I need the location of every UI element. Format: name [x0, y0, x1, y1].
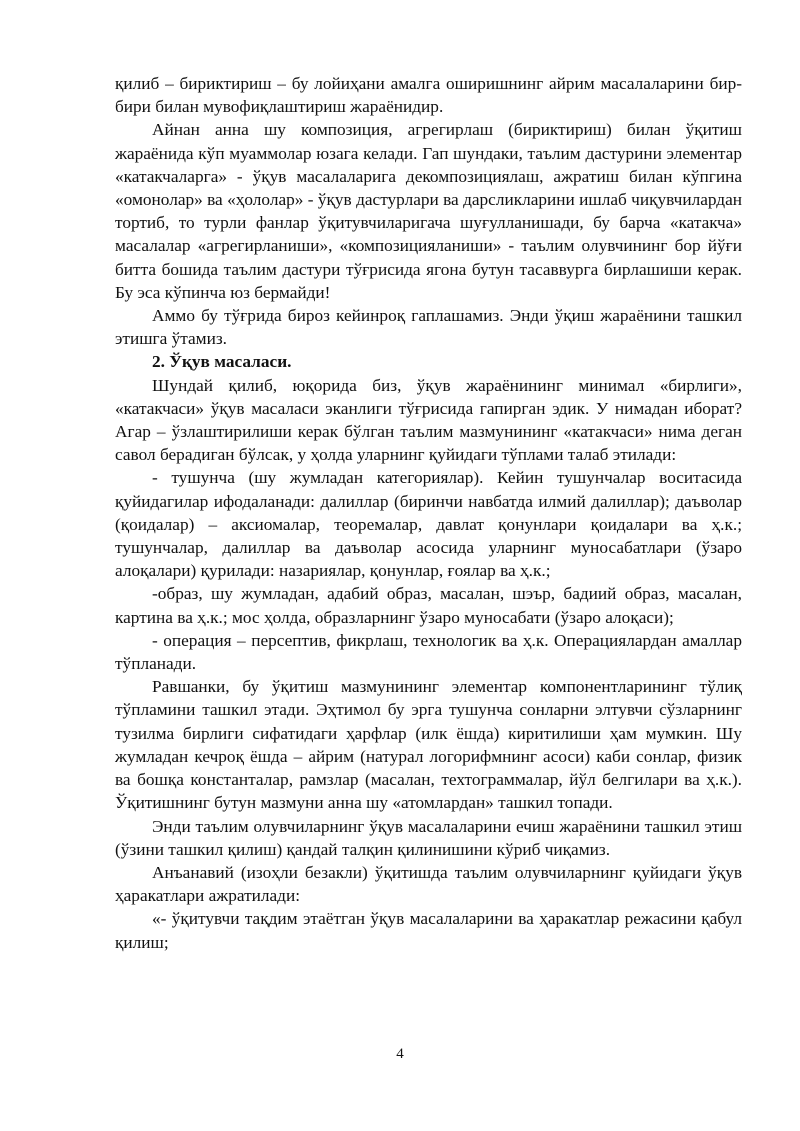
- section-heading: 2. Ўқув масаласи.: [152, 352, 292, 372]
- list-item-operation: - операция – персептив, фикрлаш, технологик ва ҳ.к. Операциялардан амаллар тўпланади.: [115, 630, 742, 674]
- paragraph-traditional-teaching: Анъанавий (изоҳли безакли) ўқитишда таълим олувчиларнинг қуйидаги ўқув ҳаракатлари ажратилади:: [115, 862, 742, 906]
- document-page: [115, 72, 742, 954]
- list-item-image: -образ, шу жумладан, адабий образ, масалан, шэър, бадиий образ, масалан, картина ва ҳ.к.; мос ҳолда, образларнинг ўзаро муносабати (ўзаро алоқаси);: [115, 584, 742, 627]
- paragraph-learning-unit: Шундай қилиб, юқорида биз, ўқув жараёнининг минимал «бирлиги», «катакчаси» ўқув масаласи эканлиги тўғрисида гапирган эдик. У нимадан иборат? Агар – ўзлаштирилиши керак бўлган таълим мазмунининг «катакчаси» нима деган савол берадиган бўлсак, у ҳолда уларнинг қуйидаги тўплами талаб этилади:: [115, 375, 742, 465]
- page-number: 4: [396, 1046, 404, 1062]
- paragraph-composition: Айнан анна шу композиция, агрегирлаш (бириктириш) билан ўқитиш жараёнида кўп муаммолар юзага келади. Гап шундаки, таълим дастурини элементар «катакчаларга» - ўқув масалаларига декомпозициялаш, ажратиш билан кўпгина «омонолар» ва «ҳололар» - ўқув дастурлари ва дарсликларини ишлаб чиқувчилардан тортиб, то турли фанлар ўқитувчиларигача шуғулланишади, бу барча «катакча» масалалар «агрегирланиши», «композицияланиши» - таълим олувчининг бор йўғи битта бошида таълим дастури тўғрисида ягона бутун тасаввурга бирлашиши керак. Бу эса кўпинча юз бермайди!: [115, 120, 742, 302]
- list-item-accept-tasks: «- ўқитувчи тақдим этаётган ўқув масалаларини ва ҳаракатлар режасини қабул қилиш;: [115, 909, 742, 952]
- list-item-concept: - тушунча (шу жумладан категориялар). Кейин тушунчалар воситасида қуйидагилар ифодаланади: далиллар (биринчи навбатда илмий далиллар); даъволар (қоидалар) – аксиомалар, теоремалар, давлат қонунлари қоидалари ва ҳ.к.; тушунчалар, далиллар ва даъволар асосида уларнинг муносабатлари (ўзаро алоқалари) қурилади: назариялар, қонунлар, ғоялар ва ҳ.к.;: [115, 468, 742, 581]
- paragraph-elementary-components: Равшанки, бу ўқитиш мазмунининг элементар компонентларининг тўлиқ тўпламини ташкил этади. Эҳтимол бу эрга тушунча сонларни элтувчи сўзларнинг тузилма бирлиги сифатидаги ҳарфлар (илк ёшда) киритилиши ҳам мумкин. Шу жумладан кечроқ ёшда – айрим (натурал логорифмнинг асоси) каби сонлар, физик ва бошқа константалар, рамзлар (масалан, техтограммалар, йўл белгилари ва ҳ.к.). Ўқитишнинг бутун мазмуни анна шу «атомлардан» ташкил топади.: [115, 677, 742, 813]
- paragraph-continuation: қилиб – бириктириш – бу лойиҳани амалга оширишнинг айрим масалаларини бир-бири билан мувофиқлаштириш жараёнидир.: [115, 74, 742, 117]
- paragraph-transition: Аммо бу тўғрида бироз кейинроқ гаплашамиз. Энди ўқиш жараёнини ташкил этишга ўтамиз.: [115, 306, 742, 349]
- paragraph-organization: Энди таълим олувчиларнинг ўқув масалаларини ечиш жараёнини ташкил этиш (ўзини ташкил қилиш) қандай талқин қилинишини кўриб чиқамиз.: [115, 816, 742, 859]
